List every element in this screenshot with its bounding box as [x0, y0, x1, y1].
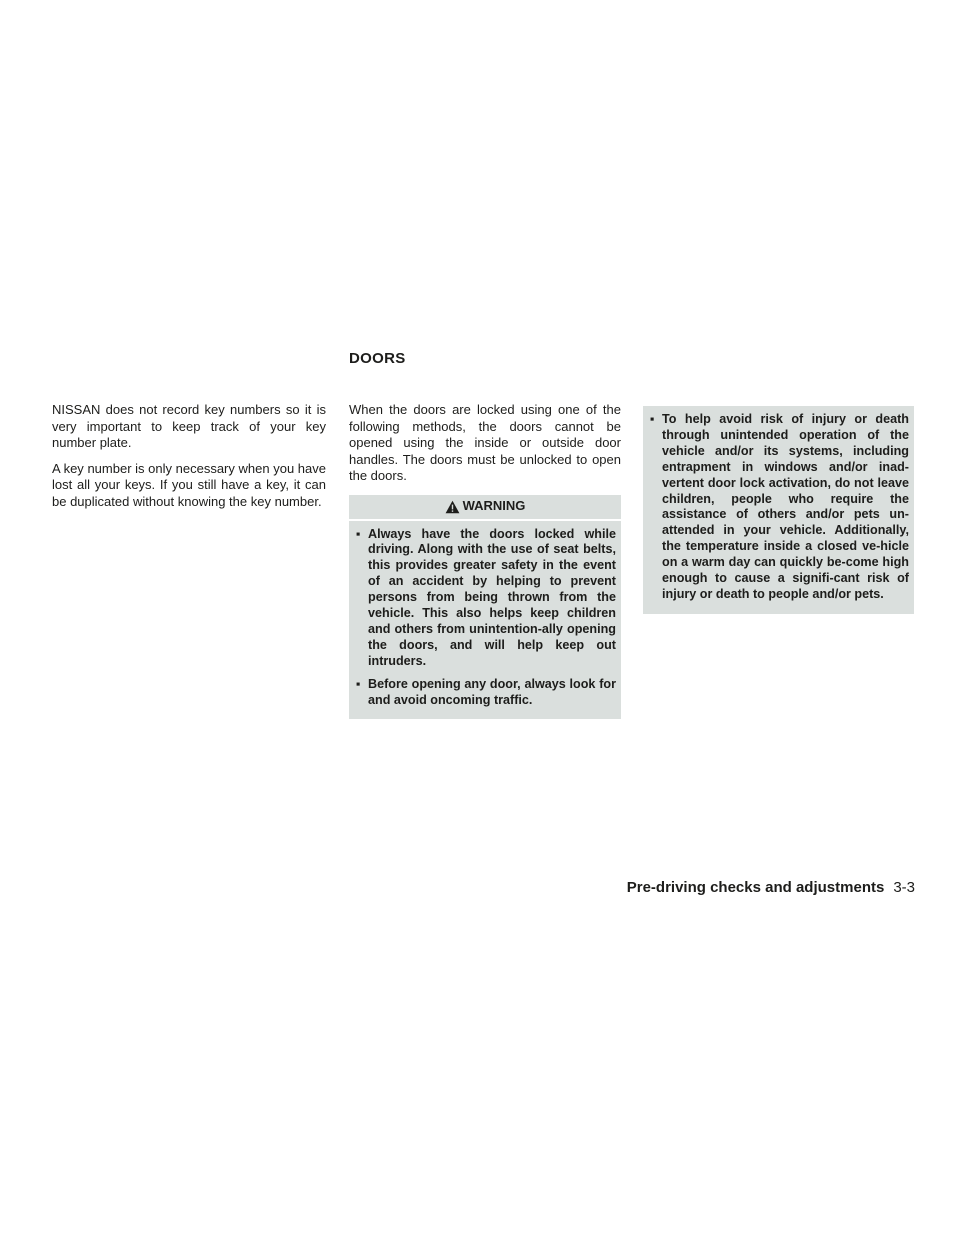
- warning-header: [349, 495, 621, 521]
- middle-column: [349, 402, 621, 719]
- warning-triangle-icon: [445, 500, 460, 514]
- warning-title: WARNING: [462, 498, 526, 514]
- footer-chapter-title: Pre-driving checks and adjustments: [626, 879, 885, 896]
- warning-item-lock-doors: ▪ Always have the doors locked while driving. Along with the use of seat belts, this provides greater safety in the event of an accident by helping to prevent persons from being thrown from the vehicle. This also helps keep children and others from unintention-ally opening the doors, and will help keep out intruders.: [354, 527, 616, 670]
- warning-box: [349, 495, 621, 720]
- right-warning-box: [643, 406, 914, 614]
- warning-item-children-pets: ▪ To help avoid risk of injury or death through unintended operation of the vehicle and/or its systems, including entrapment in windows and/or inad-vertent door lock activation, do not leave children, people who require the assistance of others and/or pets un-attended in your vehicle. Additionally, the temperature inside a closed ve-hicle on a warm day can quickly be-come high enough to cause a signifi-cant risk of injury or death to people and/or pets.: [648, 412, 909, 603]
- warning-list: [349, 521, 621, 720]
- paragraph-key-number-needed: A key number is only necessary when you have lost all your keys. If you still have a key, it can be duplicated without knowing the key number.: [52, 460, 326, 509]
- section-title: DOORS: [349, 350, 406, 367]
- warning-item-oncoming-traffic: ▪ Before opening any door, always look for and avoid oncoming traffic.: [354, 677, 616, 709]
- right-warning-list: [643, 406, 914, 614]
- paragraph-key-number-record: NISSAN does not record key numbers so it is very important to keep track of your key number plate.: [52, 402, 326, 450]
- paragraph-doors-intro: When the doors are locked using one of the following methods, the doors cannot be opened using the inside or outside door handles. The doors must be unlocked to open the doors.: [349, 402, 621, 483]
- page-footer: [627, 879, 915, 896]
- left-column: [52, 402, 326, 519]
- page-number: 3-3: [893, 879, 915, 896]
